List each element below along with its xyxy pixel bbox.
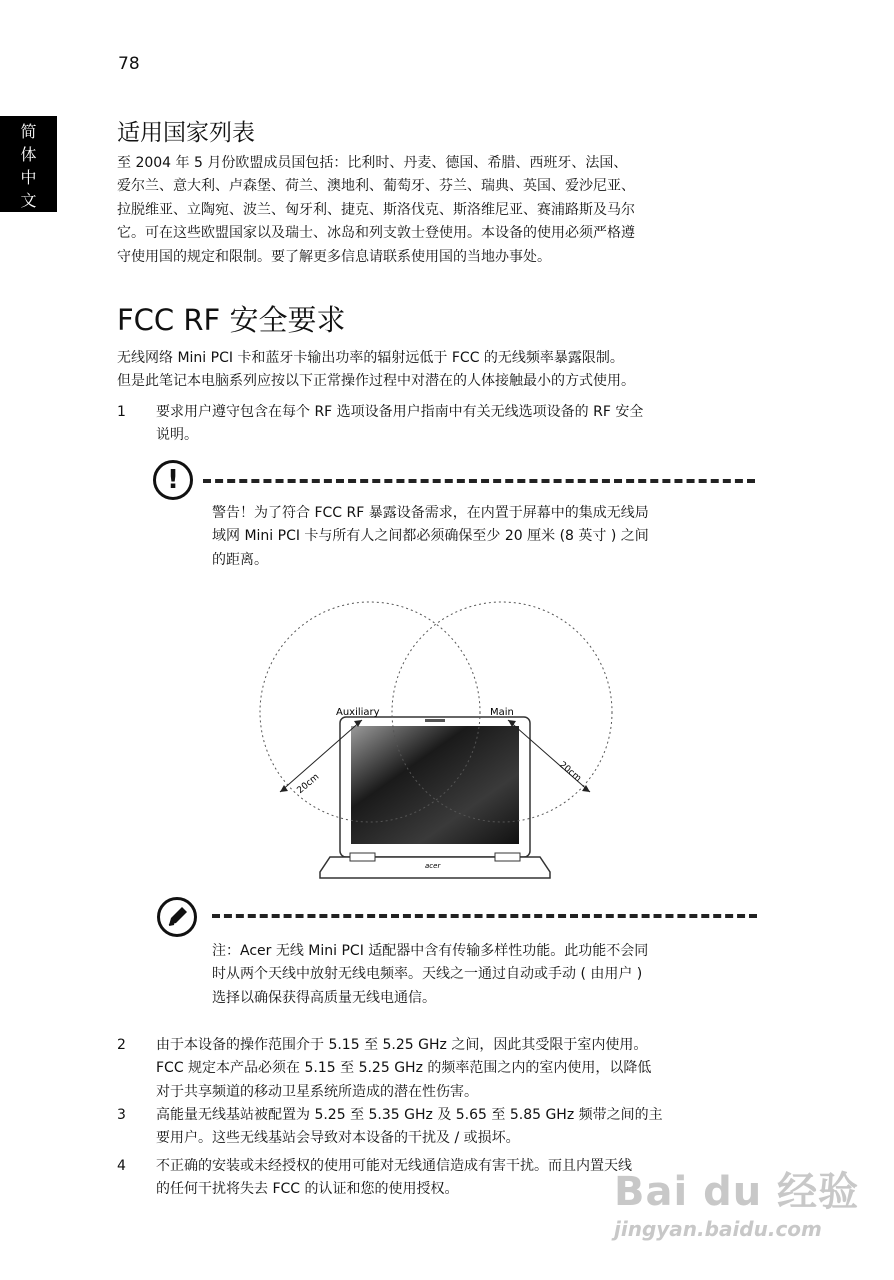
side-tab-char: 简 xyxy=(20,122,37,141)
fcc-intro-paragraph xyxy=(117,347,762,394)
laptop-icon xyxy=(320,717,550,878)
list-item-line: 高能量无线基站被配置为 5.25 至 5.35 GHz 及 5.65 至 5.85 GHz 频带之间的主 xyxy=(156,1107,663,1123)
note-line: 注：Acer 无线 Mini PCI 适配器中含有传输多样性功能。此功能不会同 xyxy=(212,943,649,959)
list-item-line: 要求用户遵守包含在每个 RF 选项设备用户指南中有关无线选项设备的 RF 安全 xyxy=(156,404,644,420)
paragraph-line: 至 2004 年 5 月份欧盟成员国包括：比利时、丹麦、德国、希腊、西班牙、法国、 xyxy=(117,155,628,171)
list-item-line: 由于本设备的操作范围介于 5.15 至 5.25 GHz 之间，因此其受限于室内使用。 xyxy=(156,1037,648,1053)
paragraph-line: 无线网络 Mini PCI 卡和蓝牙卡输出功率的辐射远低于 FCC 的无线频率暴露限制。 xyxy=(117,350,624,366)
paragraph-line: 拉脱维亚、立陶宛、波兰、匈牙利、捷克、斯洛伐克、斯洛维尼亚、赛浦路斯及马尔 xyxy=(117,201,635,218)
side-tab-char: 体 xyxy=(20,145,37,164)
list-item-line: FCC 规定本产品必须在 5.15 至 5.25 GHz 的频率范围之内的室内使用，以降低 xyxy=(156,1060,652,1077)
list-item-number: 4 xyxy=(117,1158,126,1174)
countries-paragraph xyxy=(117,152,762,269)
list-item-3 xyxy=(117,1104,762,1152)
side-tab-char: 中 xyxy=(20,168,37,187)
list-item-1 xyxy=(117,401,762,449)
note-callout xyxy=(212,940,752,1010)
note-pen-icon xyxy=(157,897,197,937)
left-distance-label: 20cm xyxy=(295,772,322,796)
paragraph-line: 它。可在这些欧盟国家以及瑞士、冰岛和列支敦士登使用。本设备的使用必须严格遵 xyxy=(117,225,635,242)
list-item-2 xyxy=(117,1034,762,1106)
antenna-distance-diagram xyxy=(250,600,630,890)
list-item-line: 要用户。这些无线基站会导致对本设备的干扰及 / 或损坏。 xyxy=(156,1130,520,1147)
baidu-watermark xyxy=(614,1160,874,1260)
paragraph-line: 守使用国的规定和限制。要了解更多信息请联系使用国的当地办事处。 xyxy=(117,248,551,265)
warning-divider xyxy=(203,479,755,483)
language-side-tab xyxy=(0,116,57,212)
note-line: 选择以确保获得高质量无线电通信。 xyxy=(212,989,436,1006)
warning-line: 的距离。 xyxy=(212,551,268,568)
warning-icon: ! xyxy=(153,460,193,500)
side-tab-char: 文 xyxy=(20,191,37,210)
acer-logo: acer xyxy=(425,862,441,870)
warning-line: 域网 Mini PCI 卡与所有人之间都必须确保至少 20 厘米 (8 英寸 ) 之间 xyxy=(212,528,649,545)
warning-callout xyxy=(212,502,752,572)
page-number: 78 xyxy=(118,54,140,74)
paragraph-line: 但是此笔记本电脑系列应按以下正常操作过程中对潜在的人体接触最小的方式使用。 xyxy=(117,373,635,390)
list-item-number: 2 xyxy=(117,1037,126,1053)
main-antenna-label: Main xyxy=(490,707,514,718)
watermark-brand: Bai du 经验 xyxy=(614,1169,860,1215)
warning-line: 警告！为了符合 FCC RF 暴露设备需求，在内置于屏幕中的集成无线局 xyxy=(212,505,649,521)
section-heading-countries: 适用国家列表 xyxy=(117,120,255,146)
list-item-number: 3 xyxy=(117,1107,126,1123)
note-line: 时从两个天线中放射无线电频率。天线之一通过自动或手动 ( 由用户 ) xyxy=(212,966,643,983)
right-distance-label: 20cm xyxy=(557,760,583,784)
list-item-line: 的任何干扰将失去 FCC 的认证和您的使用授权。 xyxy=(156,1181,459,1198)
paragraph-line: 爱尔兰、意大利、卢森堡、荷兰、澳地利、葡萄牙、芬兰、瑞典、英国、爱沙尼亚、 xyxy=(117,178,635,195)
watermark-url: jingyan.baidu.com xyxy=(614,1217,822,1241)
section-heading-fcc: FCC RF 安全要求 xyxy=(117,303,346,337)
list-item-line: 不正确的安装或未经授权的使用可能对无线通信造成有害干扰。而且内置天线 xyxy=(156,1158,632,1174)
note-divider xyxy=(212,914,757,918)
list-item-line: 对于共享频道的移动卫星系统所造成的潜在性伤害。 xyxy=(156,1083,478,1100)
list-item-number: 1 xyxy=(117,404,126,420)
list-item-line: 说明。 xyxy=(156,427,198,444)
auxiliary-antenna-label: Auxiliary xyxy=(336,707,380,718)
